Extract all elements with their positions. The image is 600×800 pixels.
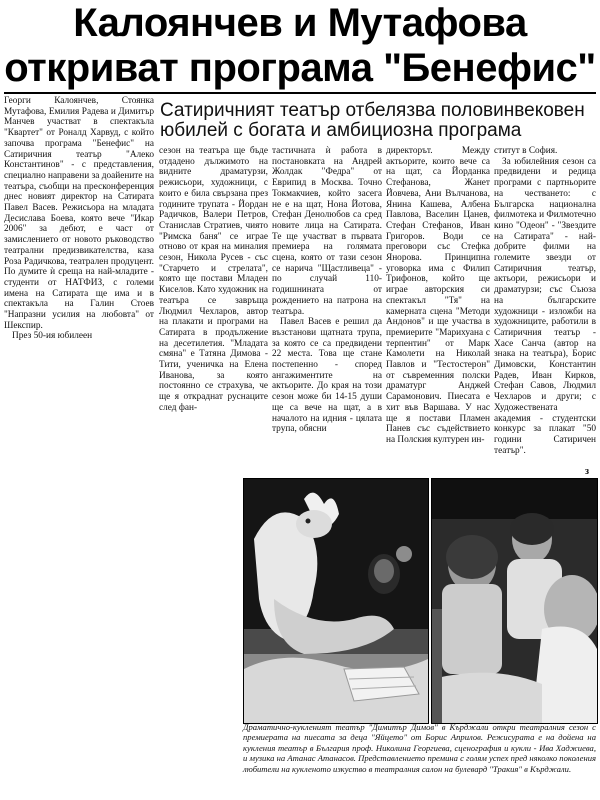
article-column-5 [494, 146, 596, 478]
paragraph: ститут в София. [494, 146, 558, 156]
paragraph: Павел Васев е решил да възстанови щатната трупа, за която се са предвидени 22 места. Това ще стане постепенно - според ангажиментите на актьорите. До края на този сезон може би 14-15 души ще са вече на щат, а в началото на идния - цялата трупа, обясни [272, 317, 382, 435]
headline-rule [4, 92, 596, 94]
puppet-stage-photo-art [244, 479, 428, 723]
article-column-2 [159, 146, 268, 478]
audience-photo-art [432, 479, 597, 723]
paragraph: През 50-ия юбилеен [12, 331, 93, 342]
paragraph: тастичната ѝ работа в постановката на Андрей Жолдак "Федра" от Еврипид в Москва. Точно Токмакчиев, който засега не е на щат, Нона Йотова, Стефан Денолюбов са сред новите лица на Сатирата. Те ще участват в първата премиера на голямата сцена, която от тази сезон се нарича "Щастливеца" - по случай 110-годишнината от рождението на патрона на театъра. [272, 146, 382, 317]
article-column-3 [272, 146, 382, 478]
paragraph: Георги Калоянчев, Стоянка Мутафова, Емилия Радева и Димитър Манчев участват в спектакъла "Квартет" от Роналд Харвуд, с който започва програма "Бенефис" на Сатиричния театър "Алеко Константинов" - с представления, специално направени за доайените на театъра, съобщи на пресконференция днес новият директор на Сатирата Павел Васев. Режисьора на младата Десислава Боева, която вече "Икар 2006" за дебют, е част от замислението от новото ръководство театрални предизвикателства, каза Роза Радичкова, театрален продуцент. По думите ѝ среща на най-младите - студенти от НАТФИЗ, с големи имена на Сатирата ще има и в спектакъла на Галин Стоев "Напразни усилия на любовта" от Шекспир. [4, 96, 154, 331]
headline-line-1: Калоянчев и Мутафова [73, 1, 527, 45]
paragraph: сезон на театъра ще бъде отдадено дължимото на видните драматурзи, режисьори, художници, с които е била свързана през годините трупата - Йордан Радичков, Валери Петров, Станислав Стратиев, чиято "Римска баня" се играе отново от края на миналия сезон, Никола Русев - със "Старчето и стрелата", която ще постави Младен Киселов. Като художник на театъра се завръща Людмил Чехларов, автор на плакати и програми на Сатирата в продължение на десетилетия. "Младата смяна" е Татяна Димова - Тити, ученичка на Елена Иванова, за която постоянно се страхува, че ще я откраднат руснаците след фан- [159, 146, 268, 413]
photo-audience-children [431, 478, 598, 724]
photo-caption: Драматично-кукленият театър "Димитър Димов" в Кърджали откри театралния сезон с премиерата на пиесата за деца "Яйцето" от Борис Априлов. Режисурата е на дойена на кукления театър в България проф. Николина Георгиева, сценография и кукли - Ива Хаджиева, и музика на Атанас Атанасов. Представлението премина с голям успех пред няколко поколения любители на кукленото изкуство в театралния салон на булевард "Тракия" в Кърджали. [243, 722, 596, 774]
photo-puppet-stage [243, 478, 429, 724]
paragraph: директорът. Между актьорите, които вече са на щат, са Йорданка Стефанова, Жанет Йовчева, Ани Вълчанова, Янина Кашева, Албена Павлова, Васелин Цанев, Стефан Стефанов, Иван Григоров. Води се преговори със Стефка Янорова. Принципна уговорка има с Филип Трифонов, който ще играе авторския си спектакъл "Тя" на камерната сцена "Методи Андонов" и ще участва в премиерите "Марихуана с терпентин" от Марк Камолети на Николай Павлов и "Тестостерон" от съвременния полски драматург Анджей Сарамонович. Пиесата е хит във Варшава. У нас ще я постави Пламен Панев със съдействието на Полския културен ин- [386, 146, 490, 445]
article-column-4 [386, 146, 490, 478]
end-marker: з [585, 466, 590, 477]
headline-line-2: откриват програма "Бенефис" [4, 46, 596, 90]
article-column-1 [4, 96, 154, 478]
paragraph: За юбилейния сезон са предвидени и редица програми с партньорите на честването: с Българска национална филмотека и Филмотечно кино "Одеон" - "Звездите на Сатирата" - най-добрите филми на големите звезди от Сатиричния театър, актьори, режисьори и драматурзи; със Съюза на българските художници - изложби на художниците, работили в Сатиричния театър - Хасе Санча (автор на знака на театъра), Борис Димовски, Константин Радев, Иван Кирков, Стефан Савов, Людмил Чехларов и други; с Художествената академия - студентски конкурс за плакат "50 години Сатиричен театър". [494, 156, 596, 456]
subheadline: Сатиричният театър отбелязва половинвековен юбилей с богата и амбициозна програма [160, 100, 585, 141]
headline [4, 0, 596, 90]
